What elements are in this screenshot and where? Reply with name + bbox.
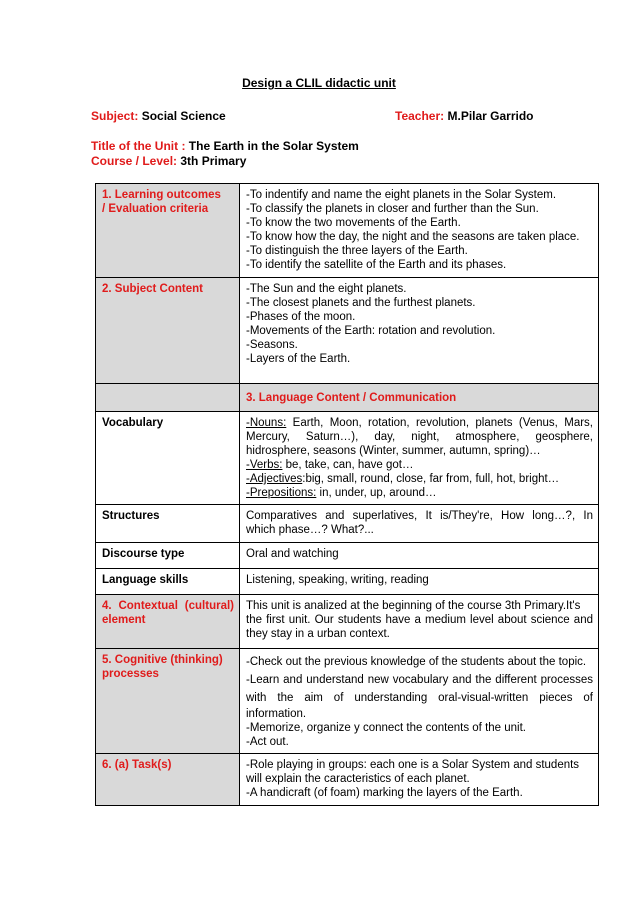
label-line: 5. Cognitive (thinking) (102, 654, 223, 666)
content-line: will explain the caracteristics of each planet. (246, 773, 470, 785)
row-cognitive (96, 649, 599, 754)
adjectives-line (246, 472, 593, 486)
structures-content (240, 505, 599, 543)
unit-title-label: Title of the Unit : (91, 139, 186, 153)
prepositions-text: in, under, up, around… (316, 487, 437, 499)
content-line: -Layers of the Earth. (246, 353, 351, 365)
content-line: This unit is analized at the beginning of the course 3th Primary.It's (246, 600, 581, 612)
vocabulary-label: Vocabulary (96, 412, 240, 505)
course-value: 3th Primary (180, 154, 247, 168)
content-line: which phase…? What?... (246, 524, 374, 536)
structures-label: Structures (96, 505, 240, 543)
content-line: -The closest planets and the furthest planets. (246, 297, 476, 309)
discourse-type-content: Oral and watching (240, 543, 599, 569)
content-line: -Act out. (246, 736, 289, 748)
row-vocabulary (96, 412, 599, 505)
content-line: -To distinguish the three layers of the Earth. (246, 245, 468, 257)
content-line: -Check out the previous knowledge of the students about the topic. (246, 656, 587, 668)
content-line: the first unit. Our students have a medium level about science and (246, 614, 593, 626)
document-title: Design a CLIL didactic unit (242, 76, 396, 90)
content-line: -The Sun and the eight planets. (246, 283, 407, 295)
row-structures (96, 505, 599, 543)
language-skills-content: Listening, speaking, writing, reading (240, 569, 599, 595)
row-learning-outcomes (96, 184, 599, 278)
nouns-text: Mercury, Saturn…), day, night, atmosphere, geosphere, (246, 431, 593, 443)
content-line: -Role playing in groups: each one is a Solar System and students (246, 759, 580, 771)
label-line: / Evaluation criteria (102, 203, 209, 215)
subject-value: Social Science (141, 109, 226, 123)
content-line: -To indentify and name the eight planets in the Solar System. (246, 189, 557, 201)
verbs-line (246, 458, 593, 472)
unit-title-line (91, 139, 359, 153)
cognitive-content (240, 649, 599, 754)
content-line: -Movements of the Earth: rotation and revolution. (246, 325, 496, 337)
contextual-label (96, 595, 240, 649)
row-discourse-type (96, 543, 599, 569)
nouns-line (246, 416, 593, 430)
content-line: -Memorize, organize y connect the contents of the unit. (246, 722, 526, 734)
label-line: element (102, 614, 146, 626)
subject-line (91, 109, 226, 123)
content-line: -To know the two movements of the Earth. (246, 217, 461, 229)
content-line: -To identify the satellite of the Earth and its phases. (246, 259, 507, 271)
subject-content-label: 2. Subject Content (96, 278, 240, 384)
label-line: processes (102, 668, 159, 680)
cognitive-label (96, 649, 240, 754)
content-line: -To know how the day, the night and the seasons are taken place. (246, 231, 580, 243)
teacher-line (395, 109, 534, 123)
content-line: Comparatives and superlatives, It is/They're, How long…?, In (246, 510, 593, 522)
label-line: 4. Contextual (cultural) (102, 600, 234, 612)
content-line: information. (246, 708, 307, 720)
language-skills-label: Language skills (96, 569, 240, 595)
content-line: with the aim of understanding oral-visual-written pieces of (246, 692, 593, 704)
tasks-label: 6. (a) Task(s) (96, 754, 240, 806)
nouns-label: -Nouns: (246, 417, 287, 429)
row-language-skills (96, 569, 599, 595)
adjectives-text: :big, small, round, close, far from, full, hot, bright… (302, 473, 560, 485)
content-line: -To classify the planets in closer and further than the Sun. (246, 203, 539, 215)
verbs-label: -Verbs: (246, 459, 283, 471)
adjectives-label: -Adjectives (246, 473, 303, 485)
vocabulary-content (240, 412, 599, 505)
prepositions-label: -Prepositions: (246, 487, 317, 499)
course-label: Course / Level: (91, 154, 178, 168)
content-line: -Phases of the moon. (246, 311, 356, 323)
nouns-text: hidrosphere, seasons (Winter, summer, autumn, spring)… (246, 445, 541, 457)
unit-title-value: The Earth in the Solar System (188, 139, 359, 153)
content-line: -Learn and understand new vocabulary and the different processes (246, 674, 593, 686)
content-line: they stay in a urban context. (246, 628, 390, 640)
row-language-header (96, 384, 599, 412)
nouns-text: Earth, Moon, rotation, revolution, planets (Venus, Mars, (286, 417, 593, 429)
unit-table (95, 183, 599, 806)
row-tasks (96, 754, 599, 806)
subject-label: Subject: (91, 109, 139, 123)
content-line: -Seasons. (246, 339, 298, 351)
tasks-content (240, 754, 599, 806)
learning-outcomes-label (96, 184, 240, 278)
language-content-header: 3. Language Content / Communication (240, 384, 599, 412)
label-line: 1. Learning outcomes (102, 189, 221, 201)
subject-content-content (240, 278, 599, 384)
discourse-type-label: Discourse type (96, 543, 240, 569)
content-line: -A handicraft (of foam) marking the layers of the Earth. (246, 787, 523, 799)
course-line (91, 154, 246, 168)
verbs-text: be, take, can, have got… (282, 459, 414, 471)
contextual-content (240, 595, 599, 649)
prepositions-line (246, 486, 593, 500)
language-header-empty (96, 384, 240, 412)
row-subject-content (96, 278, 599, 384)
teacher-value: M.Pilar Garrido (447, 109, 534, 123)
learning-outcomes-content (240, 184, 599, 278)
row-contextual (96, 595, 599, 649)
teacher-label: Teacher: (395, 109, 445, 123)
